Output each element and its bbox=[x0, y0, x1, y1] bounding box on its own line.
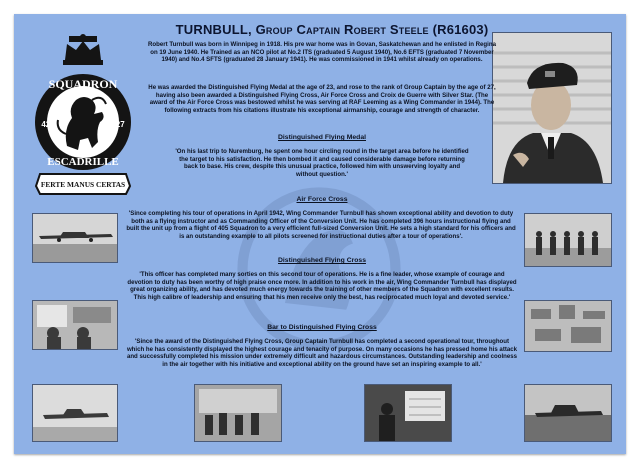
badge-bottom-text: ESCADRILLE bbox=[47, 156, 119, 168]
dfc-citation: 'This officer has completed many sorties on this second tour of operations. He is a fine leader, whose example of courage and devotion to duty has been worthy of high praise once more. In addition to his work in the air, Wing Commander Turnbull has displayed great organizing ability, and has devoted much energy towards the training of other members of the Squadron with excellent results. This high calibre of leadership and ensuring that his men receive only the best, has reciprocated much loyal and devoted service.' bbox=[127, 271, 517, 301]
briefing-room-photo bbox=[32, 300, 118, 350]
bar-dfc-heading: Bar to Distinguished Flying Cross bbox=[267, 324, 377, 331]
aircraft-on-ground-photo bbox=[194, 384, 282, 442]
bomber-aircraft-photo bbox=[32, 213, 118, 263]
aircraft-dispersal-photo bbox=[524, 384, 612, 442]
badge-top-text: SQUADRON bbox=[48, 77, 118, 91]
badge-motto: FERTE MANUS CERTAS bbox=[40, 180, 126, 189]
crown-icon bbox=[63, 34, 103, 65]
blue-panel bbox=[14, 14, 626, 454]
intro-paragraph: Robert Turnbull was born in Winnipeg in 1918. His pre war home was in Govan, Saskatchewan and he enlisted in Regina on 19 June 1940. He Trained as an NCO pilot at No.2 ITS (graduated 5 August 1940), No.6 EFTS (graduated 7 November 1940) and No.4 SFTS (graduated 28 January 1941). He was commissioned in 1941 whilst already on operations. bbox=[148, 41, 496, 64]
afc-citation: 'Since completing his tour of operations in April 1942, Wing Commander Turnbull has shown exceptional ability and devotion to duty both as a flying instructor and as Commanding Officer of the Conversion Unit. He has completed 396 hours instructional flying and built the unit up from a flight of 405 Squadron to a very efficient full-sized Conversion Unit. He sets a high standard for his officers and is an outstanding example to all pilots screened for instructional duties after a tour of operations'. bbox=[126, 210, 516, 240]
badge-number-left: 427 bbox=[41, 120, 55, 129]
dfm-heading: Distinguished Flying Medal bbox=[278, 134, 366, 141]
dfc-heading: Distinguished Flying Cross bbox=[278, 257, 366, 264]
bar-dfc-citation: 'Since the award of the Distinguished Flying Cross, Group Captain Turnbull has completed a second operational tour, throughout which he has consistently displayed the highest courage and tenacity of purpose. On many occasions he has pressed home his attack and successfully completed his mission under extremely difficult and hazardous circumstances. Outstanding leadership and coolness in the air together with his initiative and exceptional ability on the ground have set an inspiring example to all.' bbox=[126, 338, 518, 368]
page-title: TURNBULL, Group Captain Robert Steele (R61603) bbox=[175, 22, 489, 37]
officers-at-map-photo bbox=[364, 384, 452, 442]
afc-heading: Air Force Cross bbox=[296, 196, 348, 203]
operations-room-photo bbox=[32, 384, 118, 442]
squadron-badge bbox=[32, 34, 134, 216]
awards-summary-paragraph: He was awarded the Distinguished Flying Medal at the age of 23, and rose to the rank of Group Captain by the age of 27, having also been awarded a Distinguished Flying Cross, Air Force Cross and Croix de Guerre with Silver Star. (The award of the Air Force Cross was bestowed whilst he was serving at RAF Leeming as a Wing Commander in 1944). The following extracts from his citations illustrate his exceptional airmanship, courage and strength of character. bbox=[148, 84, 496, 114]
aircrew-group-photo bbox=[524, 213, 612, 267]
dfm-citation: 'On his last trip to Nuremburg, he spent one hour circling round in the target area before he identified the target to his satisfaction. He then bombed it and caused considerable damage before returning back to base. His crew, despite this unusual practice, followed him with unswerving loyalty and without question.' bbox=[175, 148, 469, 178]
portrait-photo bbox=[492, 32, 612, 184]
badge-number-right: 427 bbox=[111, 120, 125, 129]
airfield-aerial-photo bbox=[524, 300, 612, 352]
